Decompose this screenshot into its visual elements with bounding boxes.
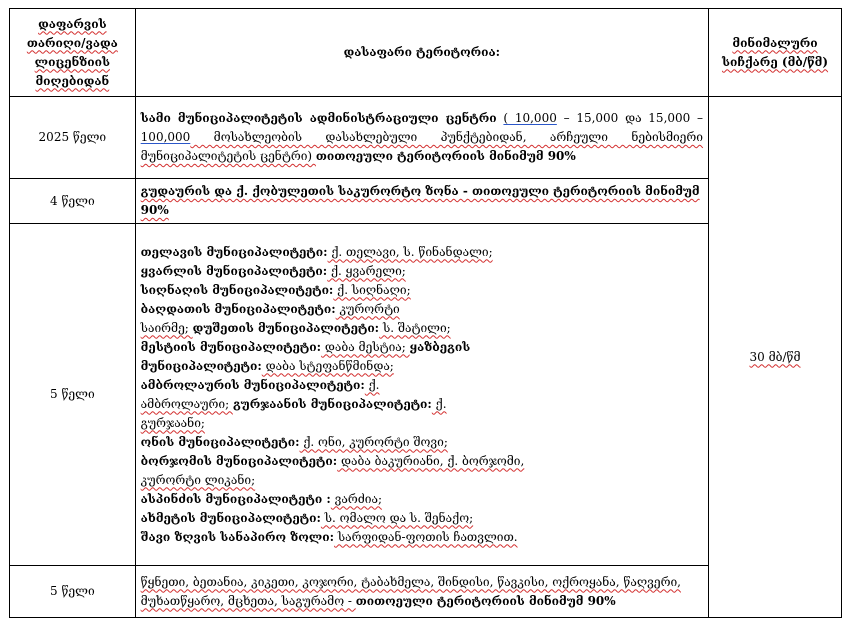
min-speed-cell: 30 მბ/წმ: [709, 97, 842, 618]
municipality-line: ამბროლაურის მუნიციპალიტეტი: ქ.: [140, 377, 380, 392]
municipality-line: სიღნაღის მუნიციპალიტეტი: ქ. სიღნაღი;: [140, 282, 411, 297]
municipality-line: მესტიის მუნიციპალიტეტი: დაბა მესტია; ყაზბეგის: [140, 339, 471, 354]
municipality-line: ამბროლაური; გურჯაანის მუნიციპალიტეტი: ქ.: [140, 396, 447, 411]
header-term: დაფარვის თარიღი/ვადა ლიცენზიის მიღებიდან: [10, 9, 136, 97]
municipality-line: ასპინძის მუნიციპალიტეტი : ვარძია;: [140, 491, 383, 506]
municipality-line: გურჯაანი;: [140, 415, 205, 430]
territory-cell: [135, 224, 708, 566]
municipality-line: თელავის მუნიციპალიტეტი: ქ. თელავი, ს. წინანდალი;: [140, 244, 493, 259]
municipality-line: შავი ზღვის სანაპირო ზოლი: სარფიდან-ფოთის ჩათვლით.: [140, 529, 518, 544]
municipality-line: მუნიციპალიტეტი: დაბა სტეფანწმინდა;: [140, 358, 394, 373]
municipality-line: ბორჯომის მუნიციპალიტეტი: დაბა ბაკურიანი, ქ. ბორჯომი,: [140, 453, 525, 468]
table-header-row: [10, 9, 842, 97]
territory-cell: წყნეთი, ბეთანია, კიკეთი, კოჯორი, ტაბახმელა, შინდისი, წავკისი, ოქროყანა, წაღვერი, მუხათწყარო, მცხეთა, საგურამო - თითოეული ტერიტორიის მინიმუმ 90%: [135, 566, 708, 618]
table-row: [10, 97, 842, 179]
term-cell: 4 წელი: [10, 179, 136, 224]
header-territory: დასაფარი ტერიტორია:: [135, 9, 708, 97]
municipality-line: კურორტი ლიკანი;: [140, 472, 256, 487]
term-cell: 2025 წელი: [10, 97, 136, 179]
municipality-line: საირმე; დუშეთის მუნიციპალიტეტი: ს. შატილი;: [140, 320, 451, 335]
territory-cell: სამი მუნიციპალიტეტის ადმინისტრაციული ცენტრი ( 10,000 – 15,000 და 15,000 – 100,000 მოსახლეობის დასახლებული პუნქტებიდან, არჩეული ნებისმიერი მუნიციპალიტეტის ცენტრი) თითოეული ტერიტორიის მინიმუმ 90%: [135, 97, 708, 179]
municipality-line: ონის მუნიციპალიტეტი: ქ. ონი, კურორტი შოვი;: [140, 434, 448, 449]
municipality-line: ახმეტის მუნიციპალიტეტი: ს. ომალო და ს. შენაქო;: [140, 510, 474, 525]
municipality-line: ბაღდათის მუნიციპალიტეტი: კურორტი: [140, 301, 400, 316]
term-cell: 5 წელი: [10, 566, 136, 618]
page-bottom-edge: [0, 630, 852, 642]
coverage-table: [9, 8, 842, 618]
territory-cell: გუდაურის და ქ. ქობულეთის საკურორტო ზონა - თითოეული ტერიტორიის მინიმუმ 90%: [135, 179, 708, 224]
header-min-speed: მინიმალური სიჩქარე (მბ/წმ): [709, 9, 842, 97]
term-cell: 5 წელი: [10, 224, 136, 566]
municipality-line: ყვარლის მუნიციპალიტეტი: ქ. ყვარელი;: [140, 263, 406, 278]
